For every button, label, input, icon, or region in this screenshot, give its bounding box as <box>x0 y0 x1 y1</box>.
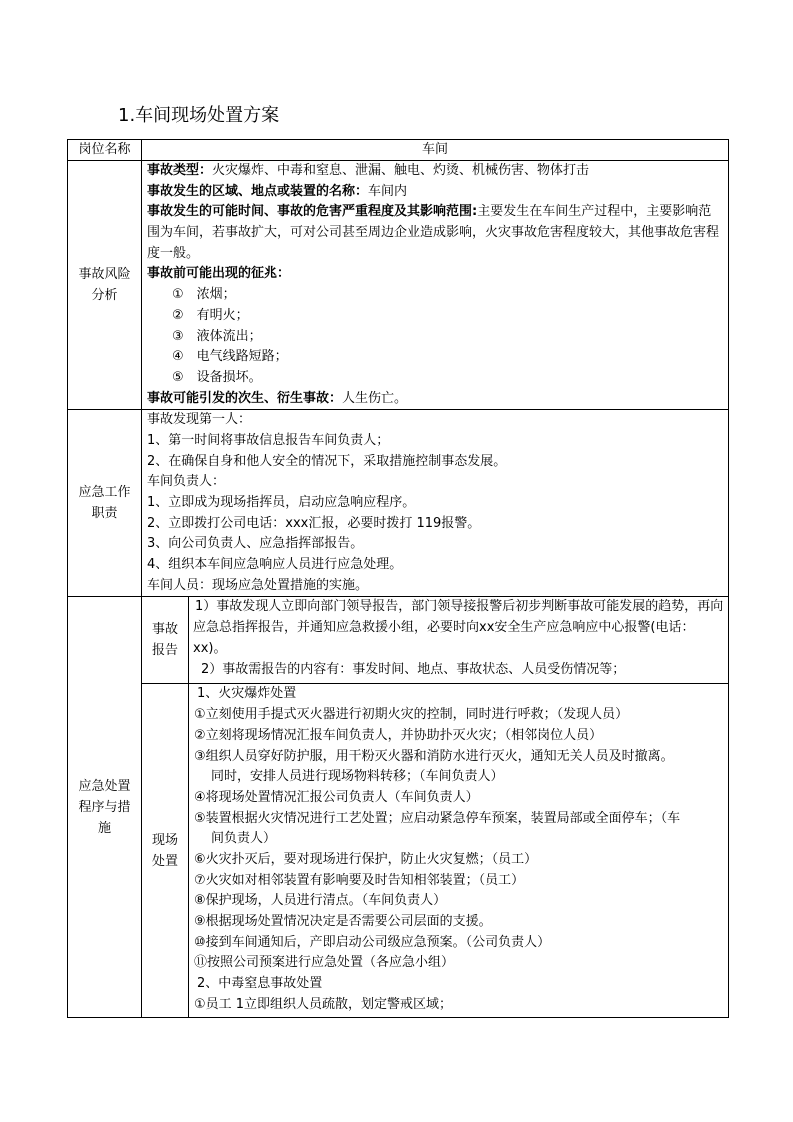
duty-label: 应急工作职责 <box>68 410 142 597</box>
risk-content <box>142 161 729 410</box>
emergency-plan-table <box>67 139 729 1018</box>
secondary-label: 事故可能引发的次生、衍生事故： <box>147 390 343 406</box>
duty-line: 2、立即拨打公司电话：xxx汇报，必要时拨打 119报警。 <box>147 515 481 531</box>
onsite-line: 1、火灾爆炸处置 <box>197 686 297 702</box>
onsite-line: 同时，安排人员进行现场物料转移；（车间负责人） <box>211 769 504 785</box>
duty-content <box>142 410 729 597</box>
onsite-line: ①员工 1立即组织人员疏散，划定警戒区域； <box>194 996 453 1012</box>
onsite-line: ⑪按照公司预案进行应急处置（各应急小组） <box>194 955 455 971</box>
report-paragraph-1: 1）事故发现人立即向部门领导报告，部门领导接报警后初步判断事故可能发展的趋势，再向应急总指挥报告，并通知应急救援小组，必要时向xx安全生产应急响应中心报警(电话：xx)。 <box>193 599 724 656</box>
duty-row <box>68 410 729 597</box>
onsite-line: ③组织人员穿好防护服，用干粉灭火器和消防水进行灭火，通知无关人员及时撤离。 <box>194 748 674 764</box>
duty-line: 车间人员：现场应急处置措施的实施。 <box>147 577 369 593</box>
sign-item: ② 有明火； <box>172 307 249 323</box>
onsite-line: ⑦火灾如对相邻装置有影响要及时告知相邻装置；（员工） <box>194 872 525 888</box>
procedure-label: 应急处置程序与措施 <box>68 597 142 1018</box>
sign-item: ① 浓烟； <box>172 287 236 303</box>
report-paragraph-2: 2）事故需报告的内容有：事发时间、地点、事故状态、人员受伤情况等； <box>201 661 626 677</box>
onsite-line: ⑤装置根据火灾情况进行工艺处置；应启动紧急停车预案，装置局部或全面停车；（车 <box>194 810 681 826</box>
onsite-content <box>189 684 729 1018</box>
onsite-line: ⑨根据现场处置情况决定是否需要公司层面的支援。 <box>194 914 492 930</box>
duty-line: 4、组织本车间应急响应人员进行应急处理。 <box>147 557 403 573</box>
report-row <box>68 597 729 684</box>
header-row <box>68 140 729 161</box>
report-content <box>189 597 729 684</box>
accident-area-value: 车间内 <box>368 183 408 199</box>
onsite-row <box>68 684 729 1018</box>
impact-value: 主要发生在车间生产过程中，主要影响范围为车间，若事故扩大，可对公司甚至周边企业造成影响，火灾事故危害程度较大，其他事故危害程度一般。 <box>147 204 720 261</box>
duty-line: 1、立即成为现场指挥员，启动应急响应程序。 <box>147 495 416 511</box>
impact-label: 事故发生的可能时间、事故的危害严重程度及其影响范围: <box>147 204 478 220</box>
onsite-line: 2、中毒窒息事故处置 <box>197 976 323 992</box>
onsite-label: 现场处置 <box>142 684 189 1018</box>
secondary-value: 人生伤亡。 <box>342 390 408 406</box>
risk-row <box>68 161 729 410</box>
report-label: 事故报告 <box>142 597 189 684</box>
duty-line: 2、在确保自身和他人安全的情况下，采取措施控制事态发展。 <box>147 453 507 469</box>
risk-label: 事故风险分析 <box>68 161 142 410</box>
duty-line: 3、向公司负责人、应急指挥部报告。 <box>147 536 364 552</box>
onsite-line: ②立刻将现场情况汇报车间负责人，并协助扑灭火灾；（相邻岗位人员） <box>194 727 603 743</box>
onsite-line: 间负责人） <box>211 831 277 847</box>
sign-item: ④ 电气线路短路； <box>172 349 288 365</box>
duty-line: 车间负责人： <box>147 474 226 490</box>
header-position-name: 岗位名称 <box>68 140 142 161</box>
onsite-line: ④将现场处置情况汇报公司负责人（车间负责人） <box>194 789 479 805</box>
accident-type-value: 火灾爆炸、中毒和窒息、泄漏、触电、灼烫、机械伤害、物体打击 <box>212 163 590 178</box>
page-title: 1.车间现场处置方案 <box>118 105 280 126</box>
header-workshop: 车间 <box>142 140 729 161</box>
duty-line: 事故发现第一人： <box>147 412 252 428</box>
onsite-line: ⑧保护现场，人员进行清点。（车间负责人） <box>194 893 447 909</box>
duty-line: 1、第一时间将事故信息报告车间负责人； <box>147 432 390 448</box>
onsite-line: ⑩接到车间通知后，产即启动公司级应急预案。（公司负责人） <box>194 934 551 950</box>
sign-item: ⑤ 设备损坏。 <box>172 369 262 385</box>
accident-type-label: 事故类型： <box>147 163 213 178</box>
onsite-line: ⑥火灾扑灭后，要对现场进行保护，防止火灾复燃；（员工） <box>194 851 538 867</box>
accident-area-label: 事故发生的区域、地点或装置的名称： <box>147 183 369 199</box>
sign-item: ③ 液体流出； <box>172 328 262 344</box>
onsite-line: ①立刻使用手提式灭火器进行初期火灾的控制，同时进行呼救；（发现人员） <box>194 707 629 723</box>
signs-label: 事故前可能出现的征兆： <box>147 266 291 282</box>
